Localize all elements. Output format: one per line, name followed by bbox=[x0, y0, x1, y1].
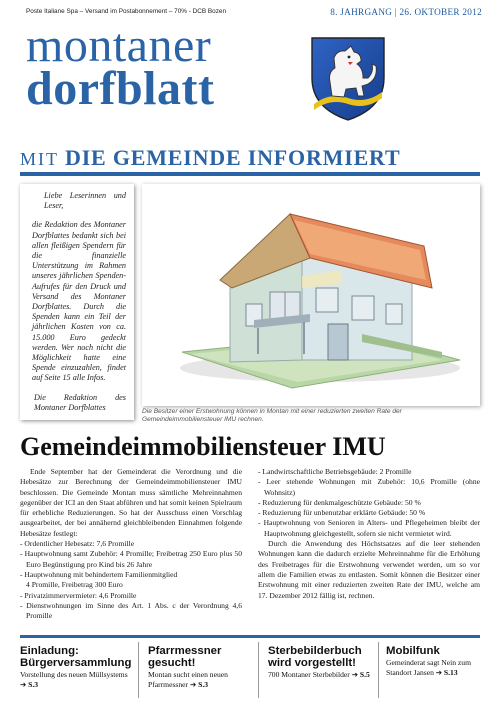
article-list-item: - Hauptwohnung mit behindertem Familienmitglied bbox=[20, 569, 178, 579]
editorial-greeting: Liebe Leserinnen und Leser, bbox=[44, 191, 126, 211]
arrow-right-icon: ➔ bbox=[20, 679, 27, 689]
article-list-item: - Hauptwohnung samt Zubehör: 4 Promille; Freibetrag 250 Euro plus 50 Euro Begünstigung pro Kind bis 26 Jahre bbox=[20, 549, 242, 569]
article-list-item: - Hauptwohnung von Senioren in Alters- und Pflegeheimen bleibt der Hauptwohnung gleichgestellt, sofern sie nicht vermietet wird. bbox=[258, 518, 480, 538]
teaser-separator bbox=[378, 642, 379, 698]
arrow-right-icon: ➔ bbox=[435, 667, 442, 677]
subhead bbox=[20, 145, 480, 171]
article-list-item: - Landwirtschaftliche Betriebsgebäude: 2 Promille bbox=[258, 467, 412, 476]
teaser-title: Mobilfunk bbox=[386, 645, 440, 657]
teaser-title: Sterbebilderbuch wird vorgestellt! bbox=[268, 645, 362, 669]
subhead-title: DIE GEMEINDE INFORMIERT bbox=[65, 145, 401, 170]
photo-caption: Die Besitzer einer Erstwohnung können in Montan mit einer reduzierten zweiten Rate der Gemeindeimmobiliensteuer IMU rechnen. bbox=[142, 408, 402, 424]
article-column-left bbox=[20, 467, 242, 621]
teaser-page: S.5 bbox=[359, 670, 370, 679]
article-list-item: - Reduzierung für unbenutzbar erklärte Gebäude: 50 % bbox=[258, 508, 426, 518]
house-photo bbox=[142, 184, 480, 406]
article-list-item: - Leer stehende Wohnungen mit Zubehör: 10,6 Promille (ohne Wohnsitz) bbox=[258, 477, 480, 497]
article-headline: Gemeindeimmobiliensteuer IMU bbox=[20, 432, 386, 461]
teaser-sterbebilderbuch[interactable] bbox=[268, 645, 372, 680]
editorial-body: die Redaktion des Montaner Dorfblattes bedankt sich bei allen fleißigen Spendern für die finanzielle Unterstützung im Rahmen unseres jährlichen Spenden-Aufrufes für den Druck und Versand des Montaner Dorfblattes. Durch die Spenden kann ein Teil der jährlichen Kosten von ca. 15.000 Euro gedeckt werden. Wer noch nicht die Möglichkeit hatte eine Spende einzuzahlen, findet auf Seite 15 alle Infos. bbox=[32, 220, 126, 383]
teaser-pfarrmessner[interactable] bbox=[148, 645, 248, 689]
article-paragraph: Durch die Anwendung des Höchstsatzes auf die leer stehenden Wohnungen kann die dadurch erzielte Mehreinnahme für die Erhöhung des Freibetrages für die Erstwohnung verwendet werden, um so vor allem die Familien etwas zu entlasten. Somit können die Besitzer einer Erstwohnung mit einer reduzierten zweiten Rate der IMU, welche am 17. Dezember 2012 fällig ist, rechnen. bbox=[258, 539, 480, 600]
article-list-item: - Ordentlicher Hebesatz: 7,6 Promille bbox=[20, 539, 135, 549]
article-list-item: 4 Promille, Freibetrag 300 Euro bbox=[26, 580, 123, 590]
article-list-item: - Reduzierung für denkmalgeschützte Gebäude: 50 % bbox=[258, 497, 421, 507]
teaser-title: Einladung: Bürgerversammlung bbox=[20, 645, 132, 669]
teaser-desc: Gemeinderat sagt Nein zum Standort Jansen ➔ S.13 bbox=[386, 658, 471, 677]
arrow-right-icon: ➔ bbox=[351, 670, 358, 679]
article-paragraph: Ende September hat der Gemeinderat die Verordnung und die Hebesätze zur Berechnung der Gemeindeimmobiliensteuer IMU beschlossen. Die Gemeinde Montan muss sämtliche Mehreinnahmen gegenüber der ICI an den Staat abführen und hat somit keinen Spielraum für erhebliche Reduzierungen. So hat der Ausschuss einen Vorschlag ausgearbeitet, der bei annähernd gleichbleibenden Einnahmen folgende Hebesätze festlegt: bbox=[20, 467, 242, 538]
top-line bbox=[26, 7, 482, 19]
editorial-signature: Die Redaktion des Montaner Dorfblattes bbox=[34, 392, 126, 412]
article-list-item: - Dienstwohnungen im Sinne des Art. 1 Abs. c der Verordnung 4,6 Promille bbox=[20, 600, 242, 621]
teaser-page: S.3 bbox=[28, 679, 39, 689]
teaser-mobilfunk[interactable] bbox=[386, 645, 480, 677]
teaser-title: Pfarrmessner gesucht! bbox=[148, 645, 222, 669]
subhead-mit: MIT bbox=[20, 149, 59, 169]
article-column-right bbox=[258, 467, 480, 601]
header-divider bbox=[20, 172, 480, 176]
teaser-buergerversammlung[interactable] bbox=[20, 645, 132, 689]
editorial-box bbox=[20, 184, 134, 420]
teaser-divider bbox=[20, 635, 480, 638]
teaser-separator bbox=[138, 642, 139, 698]
house-of-banknotes-image bbox=[142, 184, 480, 406]
teaser-desc: Vorstellung des neuen Müllsystems ➔ S.3 bbox=[20, 670, 128, 689]
issue-line: 8. JAHRGANG | 26. OKTOBER 2012 bbox=[330, 7, 482, 17]
masthead-word-montaner: montaner bbox=[26, 19, 212, 72]
postal-line: Poste Italiane Spa – Versand im Postabonnement – 70% - DCB Bozen bbox=[26, 8, 227, 15]
arrow-right-icon: ➔ bbox=[189, 679, 197, 689]
teaser-desc: Montan sucht einen neuen Pfarrmessner ➔ S.3 bbox=[148, 670, 228, 689]
teaser-desc: 700 Montaner Sterbebilder ➔ S.5 bbox=[268, 670, 370, 679]
masthead-word-dorfblatt: dorfblatt bbox=[26, 62, 215, 115]
teaser-separator bbox=[258, 642, 259, 698]
teaser-page: S.13 bbox=[443, 667, 458, 677]
teaser-page: S.3 bbox=[198, 679, 209, 689]
article-list-item: - Privatzimmervermieter: 4,6 Promille bbox=[20, 590, 137, 600]
coat-of-arms-lion-icon bbox=[308, 34, 388, 122]
